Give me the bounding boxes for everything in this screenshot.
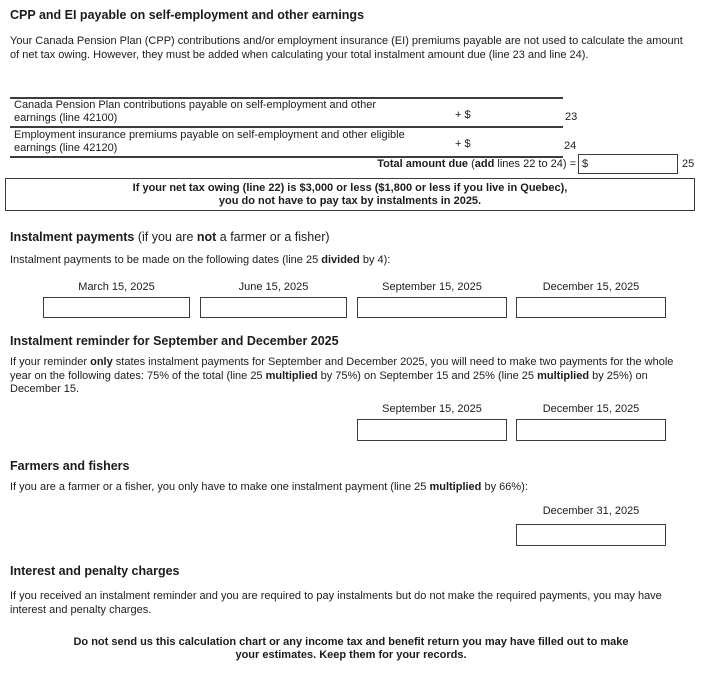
date-label-september: September 15, 2025 bbox=[382, 281, 482, 293]
total-line-number: 25 bbox=[682, 158, 695, 170]
farmers-paragraph: If you are a farmer or a fisher, you only have to make one instalment payment (line 25 multiplied by 66%): bbox=[10, 481, 528, 493]
date-label-december: December 15, 2025 bbox=[542, 281, 640, 293]
interest-paragraph: If you received an instalment reminder and you are required to pay instalments but do not make the required payments, you may have interest and penalty charges. bbox=[10, 590, 662, 616]
reminder-december-field[interactable] bbox=[516, 419, 666, 441]
notice-line2: you do not have to pay tax by instalments in 2025. bbox=[218, 194, 482, 207]
instalment-march-field[interactable] bbox=[43, 297, 190, 318]
total-label: Total amount due (add lines 22 to 24) = bbox=[377, 158, 576, 170]
ei-row-label-line2: earnings (line 42120) bbox=[14, 142, 118, 154]
worksheet-mid-rule bbox=[10, 126, 563, 128]
dollar-sign: $ bbox=[582, 158, 589, 170]
reminder-september-field[interactable] bbox=[357, 419, 507, 441]
instalment-september-field[interactable] bbox=[357, 297, 507, 318]
page-title: CPP and EI payable on self-employment and other earnings bbox=[10, 8, 365, 22]
ei-operator: + $ bbox=[455, 138, 471, 150]
cpp-row-label-line1: Canada Pension Plan contributions payable on self-employment and other bbox=[14, 99, 377, 111]
cpp-row-label-line2: earnings (line 42100) bbox=[14, 112, 118, 124]
date-label-june: June 15, 2025 bbox=[238, 281, 309, 293]
cpp-row-label bbox=[14, 99, 454, 125]
total-amount-box bbox=[578, 154, 678, 174]
instalment-december-field[interactable] bbox=[516, 297, 666, 318]
instalment-intro: Instalment payments to be made on the following dates (line 25 divided by 4): bbox=[10, 254, 391, 266]
farmers-amount-field[interactable] bbox=[516, 524, 666, 546]
reminder-date-label-december: December 15, 2025 bbox=[542, 403, 640, 415]
section-heading-instalment-payments: Instalment payments (if you are not a farmer or a fisher) bbox=[10, 230, 330, 244]
cpp-amount-field[interactable] bbox=[482, 108, 564, 124]
reminder-paragraph: If your reminder only states instalment payments for September and December 2025, you will need to make two payments for the whole year on the following dates: 75% of the total (line 25 multiplied by 75%) on September 15 and 25% (line 25 multiplied by 25%) on December 15. bbox=[10, 356, 674, 395]
ei-row-label-line1: Employment insurance premiums payable on self-employment and other eligible bbox=[14, 129, 405, 141]
section-heading-farmers-fishers: Farmers and fishers bbox=[10, 459, 130, 473]
farmers-date-label: December 31, 2025 bbox=[542, 505, 640, 517]
keep-records-note bbox=[10, 636, 692, 662]
keep-records-note-line2: your estimates. Keep them for your records. bbox=[235, 649, 467, 661]
instalment-exemption-notice bbox=[5, 178, 695, 211]
notice-line1: If your net tax owing (line 22) is $3,000 or less ($1,800 or less if you live in Quebec), bbox=[132, 181, 568, 194]
ei-row-label bbox=[14, 129, 469, 155]
cpp-operator: + $ bbox=[455, 109, 471, 121]
keep-records-note-line1: Do not send us this calculation chart or any income tax and benefit return you may have filled out to make bbox=[73, 636, 629, 648]
date-label-march: March 15, 2025 bbox=[78, 281, 155, 293]
ei-amount-field[interactable] bbox=[482, 137, 564, 153]
cpp-line-number: 23 bbox=[565, 111, 578, 123]
ei-line-number: 24 bbox=[564, 140, 577, 152]
section-heading-interest-penalty: Interest and penalty charges bbox=[10, 564, 180, 578]
total-amount-field[interactable] bbox=[588, 158, 677, 170]
reminder-date-label-september: September 15, 2025 bbox=[382, 403, 482, 415]
intro-paragraph: Your Canada Pension Plan (CPP) contributions and/or employment insurance (EI) premiums payable are not used to calculate the amount of net tax owing. However, they must be added when calculating your total instalment amount due (line 23 and line 24). bbox=[10, 35, 683, 61]
instalment-june-field[interactable] bbox=[200, 297, 347, 318]
section-heading-instalment-reminder: Instalment reminder for September and December 2025 bbox=[10, 334, 339, 348]
